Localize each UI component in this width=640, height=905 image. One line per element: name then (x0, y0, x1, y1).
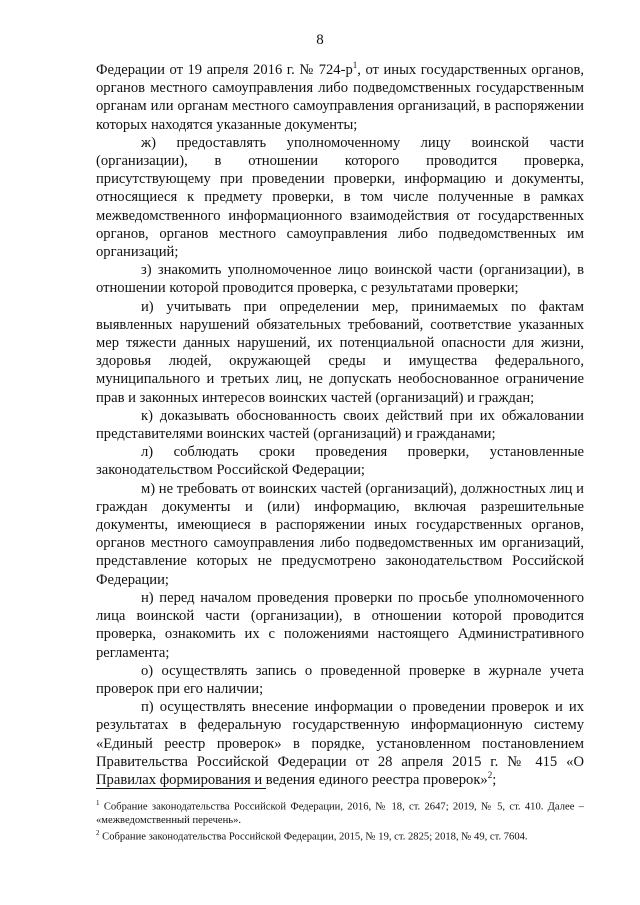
paragraph-n: н) перед началом проведения проверки по просьбе уполномоченного лица воинской части (организации), в отношении которой проводится проверка, ознакомить их с положениями настоящего Административного регламента; (96, 589, 584, 661)
paragraph-i: и) учитывать при определении мер, принимаемых по фактам выявленных нарушений обязательных требований, соответствие указанных мер тяжести данных нарушений, их потенциальной опасности для жизни, здоровья людей, окружающей среды и имущества федерального, муниципального и третьих лиц, не допускать необоснованное ограничение прав и законных интересов воинских частей (организаций) и граждан; (96, 298, 584, 406)
footnote-1 (96, 797, 584, 827)
footnote-mark: 1 (96, 799, 100, 807)
paragraph-o: о) осуществлять запись о проведенной проверке в журнале учета проверок при его наличии; (96, 662, 584, 697)
footnote-ref-2: 2 (487, 770, 493, 781)
paragraph-l: л) соблюдать сроки проведения проверки, установленные законодательством Российской Федерации; (96, 444, 584, 479)
footnote-divider (96, 788, 266, 789)
paragraph-k: к) доказывать обоснованность своих действий при их обжаловании представителями воинских частей (организаций) и гражданами; (96, 407, 584, 443)
footnote-mark: 2 (96, 828, 100, 837)
paragraph-p (96, 698, 584, 789)
footnote-text: Собрание законодательства Российской Федерации, 2016, № 18, ст. 2647; 2019, № 5, ст. 410. Далее – «межведомственный перечень». (96, 801, 584, 826)
page-number: 8 (316, 32, 324, 48)
paragraph-m: м) не требовать от воинских частей (организаций), должностных лиц и граждан документы и (или) информацию, включая разрешительные документы, имеющиеся в распоряжении иных государственных органов, органов местного самоуправления либо подведомственных им организаций, представление которых не предусмотрено законодательством Российской Федерации; (96, 480, 584, 588)
document-body (96, 61, 584, 789)
paragraph-zh: ж) предоставлять уполномоченному лицу воинской части (организации), в отношении которого проводится проверка, присутствующему при проведении проверки, информацию и документы, относящиеся к предмету проверки, в том числе полученные в рамках межведомственного информационного взаимодействия от государственных органов, органов местного самоуправления либо подведомственных им организаций; (96, 134, 584, 261)
footnote-ref-1: 1 (352, 60, 358, 71)
paragraph-z: з) знакомить уполномоченное лицо воинской части (организации), в отношении которой проводится проверка, с результатами проверки; (96, 262, 584, 297)
paragraph-text-tail: ; (492, 771, 497, 788)
footnote-text: Собрание законодательства Российской Федерации, 2015, № 19, ст. 2825; 2018, № 49, ст. 7604. (102, 831, 528, 843)
paragraph-continuation (96, 61, 584, 134)
footnote-2 (96, 827, 584, 844)
footnotes (96, 797, 584, 843)
paragraph-text: п) осуществлять внесение информации о проведении проверок и их результатах в федеральную государственную информационную систему «Единый реестр проверок» в порядке, установленном постановлением Правительства Российской Федерации от 28 апреля 2015 г. № 415 «О Правилах формирования и ведения единого реестра проверок» (96, 699, 584, 788)
paragraph-text-tail: , от иных государственных органов, органов местного самоуправления либо подведомственных государственным органам или органам местного самоуправления организаций, в распоряжении которых находятся указанные документы; (96, 62, 585, 133)
paragraph-text: Федерации от 19 апреля 2016 г. № 724-р (96, 62, 353, 78)
